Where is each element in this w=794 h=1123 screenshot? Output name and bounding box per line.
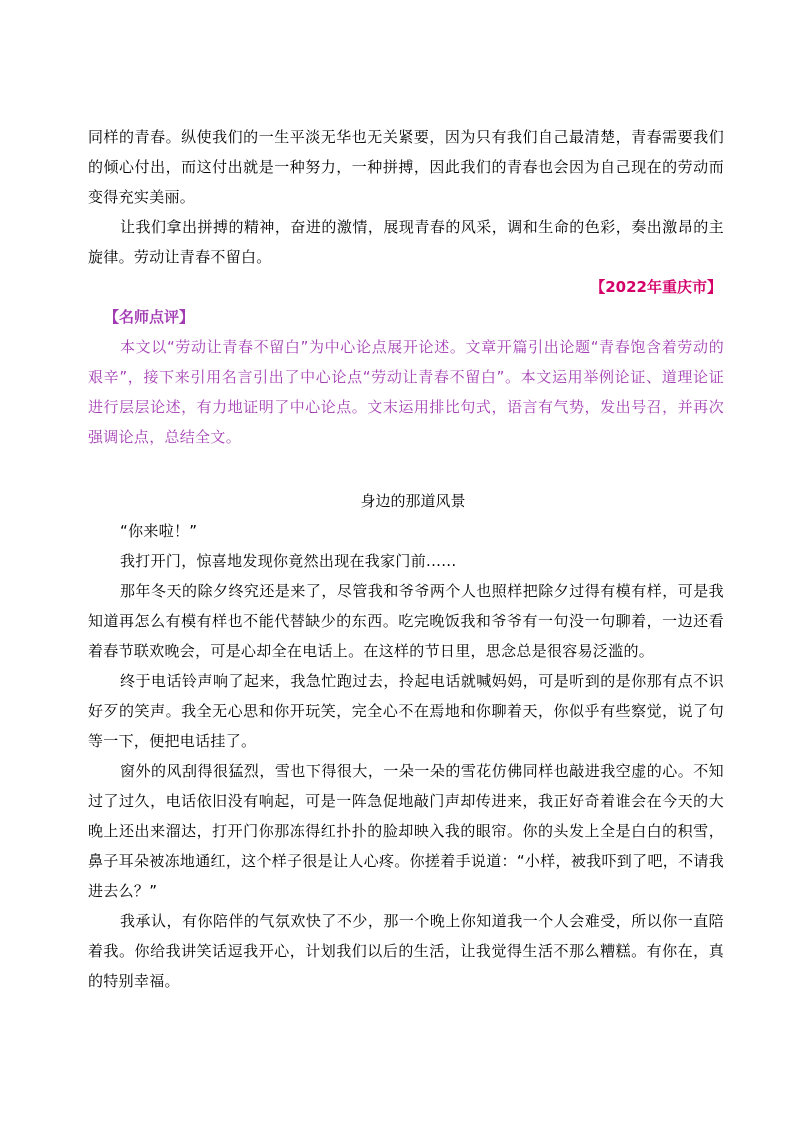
teacher-comment-section <box>88 302 724 452</box>
essay-paragraph: 我打开门，惊喜地发现你竟然出现在我家门前...... <box>120 552 457 570</box>
essay-paragraph: “你来啦！” <box>120 522 198 540</box>
essay-paragraph: 终于电话铃声响了起来，我急忙跑过去，拎起电话就喊妈妈，可是听到的是你那有点不识好歹的笑声。我全无心思和你开玩笑，完全心不在焉地和你聊着天，你似乎有些察觉，说了句等一下，便把电话挂了。 <box>88 672 724 750</box>
teacher-comment-heading: 【名师点评】 <box>104 308 195 326</box>
essay-paragraph: 那年冬天的除夕终究还是来了，尽管我和爷爷两个人也照样把除夕过得有模有样，可是我知道再怎么有模有样也不能代替缺少的东西。吃完晚饭我和爷爷有一句没一句聊着，一边还看着春节联欢晚会，可是心却全在电话上。在这样的节日里，思念总是很容易泛滥的。 <box>88 582 724 660</box>
essay-paragraph: 我承认，有你陪伴的气氛欢快了不少，那一个晚上你知道我一个人会难受，所以你一直陪着我。你给我讲笑话逗我开心，计划我们以后的生活，让我觉得生活不那么糟糕。有你在，真的特别幸福。 <box>88 912 724 990</box>
essay-title: 身边的那道风景 <box>360 492 466 510</box>
essay-source-label: 【2022年重庆市】 <box>590 278 722 296</box>
essay1-continuation-paragraph: 同样的青春。纵使我们的一生平淡无华也无关紧要，因为只有我们自己最清楚，青春需要我们的倾心付出，而这付出就是一种努力，一种拼搏，因此我们的青春也会因为自己现在的劳动而变得充实美丽。 <box>88 128 724 206</box>
essay1-closing-paragraph: 让我们拿出拼搏的精神，奋进的激情，展现青春的风采，调和生命的色彩，奏出激昂的主旋律。劳动让青春不留白。 <box>88 218 724 266</box>
page-content <box>88 122 724 996</box>
essay-paragraph: 窗外的风刮得很猛烈，雪也下得很大，一朵一朵的雪花仿佛同样也敲进我空虚的心。不知过了过久，电话依旧没有响起，可是一阵急促地敲门声却传进来，我正好奇着谁会在今天的大晚上还出来溜达，打开门你那冻得红扑扑的脸却映入我的眼帘。你的头发上全是白白的积雪，鼻子耳朵被冻地通红，这个样子很是让人心疼。你搓着手说道：“小样，被我吓到了吧，不请我进去么？” <box>88 762 724 900</box>
teacher-comment-text: 本文以“劳动让青春不留白”为中心论点展开论述。文章开篇引出论题“青春饱含着劳动的艰辛”，接下来引用名言引出了中心论点“劳动让青春不留白”。本文运用举例论证、道理论证进行层层论述，有力地证明了中心论点。文末运用排比句式，语言有气势，发出号召，并再次强调论点，总结全文。 <box>88 338 724 446</box>
